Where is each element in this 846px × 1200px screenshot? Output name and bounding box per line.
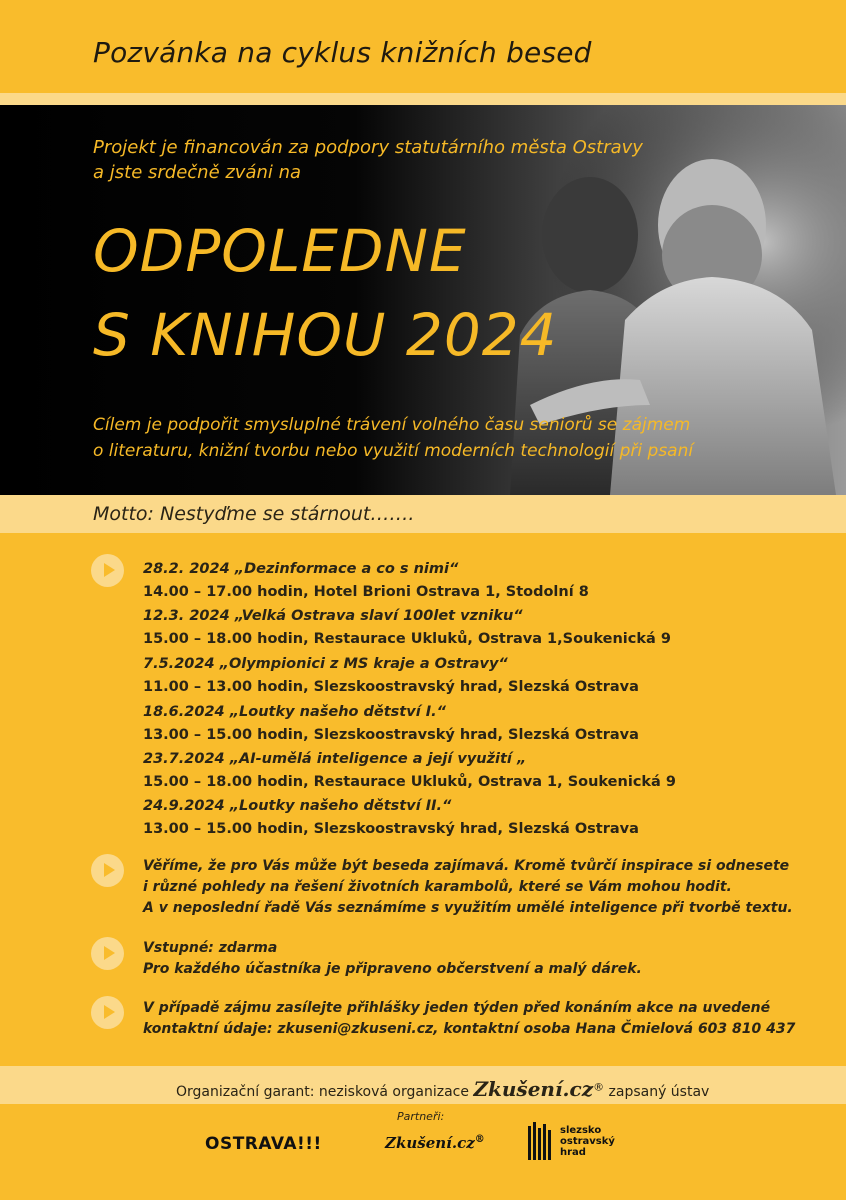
info-refreshments: Pro každého účastníka je připraveno občerstvení a malý dárek. — [143, 961, 642, 977]
castle-logo-line-3: hrad — [560, 1147, 586, 1158]
goal-line-2: o literaturu, knižní tvorbu nebo využití moderních technologií při psaní — [93, 441, 694, 461]
event-1-detail: 14.00 – 17.00 hodin, Hotel Brioni Ostrava 1, Stodolní 8 — [143, 584, 589, 600]
castle-logo-line-1: slezsko — [560, 1125, 602, 1136]
event-4-title: 18.6.2024 „Loutky našeho dětství I.“ — [143, 704, 446, 720]
zkuseni-logo-reg: ® — [474, 1134, 485, 1145]
event-1-title: 28.2. 2024 „Dezinformace a co s nimi“ — [143, 561, 459, 577]
event-title-line-2: S KNIHOU 2024 — [93, 301, 558, 369]
ostrava-logo: OSTRAVA!!! — [205, 1134, 322, 1154]
intro-line-1: Projekt je financován za podpory statutárního města Ostravy — [93, 137, 643, 158]
info-contact: kontaktní údaje: zkuseni@zkuseni.cz, kontaktní osoba Hana Čmielová 603 810 437 — [143, 1021, 796, 1037]
event-title-line-1: ODPOLEDNE — [93, 217, 467, 285]
event-5-detail: 15.00 – 18.00 hodin, Restaurace Ukluků, Ostrava 1, Soukenická 9 — [143, 774, 676, 790]
partners-label: Partneři: — [397, 1110, 445, 1123]
info-p1-line-3: A v neposlední řadě Vás seznámíme s využitím umělé inteligence při tvorbě textu. — [143, 900, 793, 916]
zkuseni-brand: Zkušení.cz — [473, 1077, 594, 1101]
invitation-heading: Pozvánka na cyklus knižních besed — [93, 36, 592, 69]
play-bullet-icon — [91, 996, 124, 1029]
info-p1-line-2: i různé pohledy na řešení životních karambolů, které se Vám mohou hodit. — [143, 879, 732, 895]
event-5-title: 23.7.2024 „AI-umělá inteligence a její využití „ — [143, 751, 527, 767]
play-bullet-icon — [91, 554, 124, 587]
event-4-detail: 13.00 – 15.00 hodin, Slezskoostravský hrad, Slezská Ostrava — [143, 727, 639, 743]
event-6-detail: 13.00 – 15.00 hodin, Slezskoostravský hrad, Slezská Ostrava — [143, 821, 639, 837]
event-3-title: 7.5.2024 „Olympionici z MS kraje a Ostravy“ — [143, 656, 508, 672]
castle-logo-text — [560, 1125, 615, 1158]
hero-banner — [0, 105, 846, 495]
info-p1-line-1: Věříme, že pro Vás může být beseda zajímavá. Kromě tvůrčí inspirace si odnesete — [143, 858, 790, 874]
organizer-prefix: Organizační garant: nezisková organizace — [176, 1084, 474, 1100]
event-6-title: 24.9.2024 „Loutky našeho dětství II.“ — [143, 798, 452, 814]
castle-logo-line-2: ostravský — [560, 1136, 615, 1147]
event-3-detail: 11.00 – 13.00 hodin, Slezskoostravský hrad, Slezská Ostrava — [143, 679, 639, 695]
divider-stripe — [0, 93, 846, 105]
info-p3-line-1: V případě zájmu zasílejte přihlášky jeden týden před konáním akce na uvedené — [143, 1000, 771, 1016]
goal-line-1: Cílem je podpořit smysluplné trávení volného času seniorů se zájmem — [93, 415, 691, 435]
zkuseni-logo — [385, 1134, 485, 1152]
event-2-detail: 15.00 – 18.00 hodin, Restaurace Ukluků, Ostrava 1,Soukenická 9 — [143, 631, 671, 647]
play-bullet-icon — [91, 854, 124, 887]
intro-line-2: a jste srdečně zváni na — [93, 162, 302, 183]
play-bullet-icon — [91, 937, 124, 970]
organizer-line — [176, 1077, 709, 1101]
event-2-title: 12.3. 2024 „Velká Ostrava slaví 100let vzniku“ — [143, 608, 523, 624]
info-admission: Vstupné: zdarma — [143, 940, 278, 956]
organizer-suffix: zapsaný ústav — [604, 1084, 710, 1100]
motto-text: Motto: Nestyďme se stárnout……. — [93, 503, 415, 525]
zkuseni-logo-text: Zkušení.cz — [385, 1134, 475, 1152]
registered-mark: ® — [593, 1080, 605, 1094]
